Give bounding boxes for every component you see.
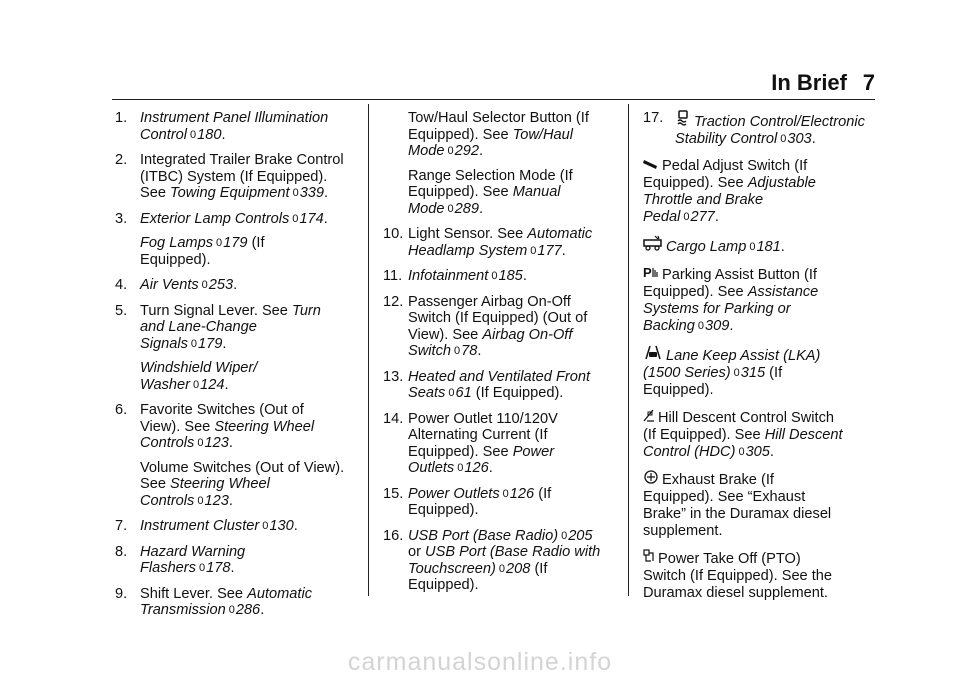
list-item: 17. Traction Control/Electronic Stability Control 0303. Pedal Adjust Switch (If Equipped). See Adjustable Throttle and Brake Pedal 0277. Cargo Lamp 0181. P Parking Assist Button (If Equipped). See Assistance Systems for Parking or Backing 0309. Lane Keep Assist (LKA) (1500 Series) 0315 (If Equipped). Hill Descent Control Switch (If Equipped). See Hill Descent Control (HDC) 0305. Exhaust Brake (If Equipped). See “Exhaust Brake” in the Duramax diesel supplement. Power Take Off (PTO) Switch (If Equipped). See the Duramax diesel supplement. (643, 110, 888, 602)
link-text[interactable]: Hill Descent (764, 427, 843, 443)
page-ref-arrow-icon: 0 (738, 446, 745, 458)
section-title: In Brief (771, 70, 847, 95)
page-ref[interactable]: 315 (740, 365, 766, 381)
lane-keep-assist-icon (643, 344, 663, 364)
list-item: 5. Turn Signal Lever. See Turn and Lane-Change Signals 0179. Windshield Wiper/ Washer 0124. (115, 302, 321, 393)
item-text: Equipped). See (643, 175, 744, 191)
item-text: See (140, 476, 166, 492)
page-ref[interactable]: 208 (506, 560, 531, 577)
parking-assist-icon (643, 265, 659, 283)
link-text[interactable]: Turn (291, 302, 321, 319)
page-ref[interactable]: 292 (454, 143, 479, 159)
item-text: Power Outlet 110/120V (408, 410, 558, 427)
link-text[interactable]: Headlamp System (408, 242, 528, 259)
link-text[interactable]: Traction Control/Electronic (694, 114, 865, 130)
page-ref-arrow-icon: 0 (197, 437, 204, 449)
item-text: Alternating Current (If (408, 427, 548, 443)
link-text[interactable]: Mode (408, 143, 445, 159)
page-ref-arrow-icon: 0 (683, 211, 690, 223)
page-ref-arrow-icon: 0 (190, 337, 197, 350)
feature-item: Cargo Lamp 0181. (643, 235, 888, 256)
page-ref[interactable]: 178 (206, 560, 231, 576)
page-ref-arrow-icon: 0 (292, 212, 299, 225)
page-ref-arrow-icon: 0 (292, 187, 299, 199)
item-number: 10. (383, 226, 404, 242)
power-take-off-icon (643, 549, 655, 567)
link-text[interactable]: Controls (140, 492, 195, 509)
page-ref[interactable]: 177 (537, 242, 562, 259)
list-item: 4. Air Vents 0253. (115, 277, 238, 293)
item-number: 13. (383, 368, 404, 385)
link-text[interactable]: Fog Lamps (140, 235, 214, 251)
cargo-lamp-icon (643, 235, 663, 255)
item-number: 3. (115, 210, 128, 227)
page-ref-arrow-icon: 0 (197, 494, 204, 507)
header-rule (112, 99, 875, 100)
item-text: (If (534, 560, 548, 577)
list-item: 8. Hazard Warning Flashers 0178. (115, 543, 246, 576)
link-text[interactable]: Control (HDC) (643, 444, 736, 460)
page-ref[interactable]: 124 (200, 376, 225, 393)
link-text[interactable]: and Lane-Change (140, 319, 257, 335)
link-text[interactable]: USB Port (Base Radio with (425, 544, 601, 560)
item-text: Range Selection Mode (If (408, 167, 573, 184)
page-ref-arrow-icon: 0 (502, 487, 509, 500)
traction-control-icon (675, 110, 691, 130)
page-ref[interactable]: 289 (454, 200, 479, 217)
list-item: 6. Favorite Switches (Out of View). See Steering Wheel Controls 0123. Volume Switches (Out of View). See Steering Wheel Controls 0123. (115, 402, 365, 509)
feature-item (643, 344, 888, 399)
item-text: (If (769, 365, 783, 381)
item-number: 2. (115, 152, 128, 168)
item-number: 1. (115, 110, 128, 126)
item-text: Equipped). (408, 502, 479, 518)
page-ref-arrow-icon: 0 (447, 202, 454, 215)
column-1 (115, 110, 365, 628)
exhaust-brake-icon (643, 470, 659, 488)
link-text[interactable]: Automatic (527, 226, 593, 242)
page-ref[interactable]: 179 (223, 235, 248, 251)
hill-descent-icon (643, 408, 655, 426)
item-text: Equipped). See (408, 126, 509, 143)
page-ref[interactable]: 78 (461, 343, 478, 359)
item-text: Integrated Trailer Brake Control (140, 152, 344, 168)
item-number: 4. (115, 277, 128, 293)
page-header (0, 0, 960, 100)
page-ref-arrow-icon: 0 (453, 345, 461, 357)
link-text[interactable]: Switch (408, 343, 451, 359)
page-ref-arrow-icon: 0 (491, 270, 498, 282)
link-text[interactable]: Seats (408, 385, 446, 401)
item-text: Favorite Switches (Out of (140, 402, 304, 418)
item-text: (If Equipped). See (643, 427, 761, 443)
page-ref[interactable]: 123 (204, 435, 229, 451)
page-ref[interactable]: 180 (197, 126, 222, 143)
column-3 (643, 110, 888, 611)
page-ref[interactable]: 181 (756, 239, 781, 255)
item-number: 7. (115, 518, 128, 534)
link-text[interactable]: Mode (408, 200, 445, 217)
page-ref[interactable]: 205 (568, 527, 593, 544)
page-ref[interactable]: 123 (204, 492, 229, 509)
item-text: View). See (408, 326, 479, 343)
link-text[interactable]: Tow/Haul (512, 126, 573, 143)
pedal-adjust-icon (643, 157, 659, 174)
link-text[interactable]: (1500 Series) (643, 365, 731, 381)
link-text[interactable]: Towing Equipment (170, 185, 290, 201)
item-text: Brake” in the Duramax diesel (643, 506, 832, 522)
list-item: 3. Exterior Lamp Controls 0174. Fog Lamps 0179 (If Equipped). (115, 211, 365, 269)
page-ref-arrow-icon: 0 (447, 145, 454, 157)
item-text: Equipped). See (408, 443, 509, 460)
item-number: 14. (383, 410, 404, 427)
page-ref[interactable]: 179 (198, 335, 223, 352)
item-text: Equipped). See (408, 184, 509, 200)
item-text: View). See (140, 418, 211, 435)
page-ref-arrow-icon: 0 (228, 604, 235, 616)
item-text: Switch (If Equipped). See the (643, 568, 833, 584)
link-text[interactable]: Instrument Panel Illumination (140, 110, 329, 126)
page-ref[interactable]: 339 (299, 185, 325, 201)
link-text[interactable]: Stability Control (675, 131, 778, 147)
page-ref[interactable]: 61 (455, 385, 472, 401)
item-text: Shift Lever. See (140, 585, 244, 602)
page-ref[interactable]: 253 (208, 277, 234, 293)
feature-item (643, 470, 888, 540)
link-text[interactable]: Signals (140, 335, 188, 352)
page-ref-arrow-icon: 0 (457, 462, 464, 474)
item-number: 12. (383, 293, 404, 310)
link-text[interactable]: Flashers (140, 560, 196, 576)
page-ref-arrow-icon: 0 (193, 378, 200, 391)
page-ref-arrow-icon: 0 (498, 562, 506, 575)
link-text[interactable]: Power (512, 443, 555, 460)
page-ref-arrow-icon: 0 (198, 562, 206, 574)
list-item (383, 486, 615, 519)
list-item-continued: Tow/Haul Selector Button (If Equipped). See Tow/Haul Mode 0292. Range Selection Mode (If Equipped). See Manual Mode 0289. (383, 110, 615, 217)
link-text[interactable]: Automatic (247, 585, 312, 602)
page-ref[interactable]: 185 (498, 268, 523, 284)
item-text: (If (538, 485, 552, 502)
item-text: or (408, 544, 421, 560)
link-text[interactable]: Lane Keep Assist (LKA) (666, 348, 821, 364)
column-divider (368, 104, 369, 596)
list-item: 7. Instrument Cluster 0130. (115, 518, 298, 534)
column-2 (383, 110, 615, 603)
link-text[interactable]: Touchscreen) (408, 560, 496, 577)
page-ref-arrow-icon: 0 (448, 387, 455, 399)
link-text[interactable]: Instrument Cluster (140, 518, 260, 534)
page-ref-arrow-icon: 0 (749, 241, 756, 253)
page-ref-arrow-icon: 0 (201, 279, 208, 291)
list-item: 9. Shift Lever. See Automatic Transmission 0286. (115, 585, 312, 618)
item-number: 15. (383, 485, 404, 502)
item-text: Equipped). See (643, 284, 744, 300)
item-text: Light Sensor. See (408, 226, 524, 242)
link-text[interactable]: Windshield Wiper/ (140, 360, 258, 376)
list-item (383, 528, 615, 594)
link-text[interactable]: Outlets (408, 460, 455, 476)
item-text: (If (251, 235, 265, 251)
link-text[interactable]: Control (140, 126, 188, 143)
item-text: Equipped). (643, 382, 714, 398)
link-text[interactable]: Manual (512, 184, 561, 200)
item-number: 8. (115, 543, 128, 560)
item-text: Switch (If Equipped) (Out of (408, 310, 588, 326)
list-item: 2. Integrated Trailer Brake Control (ITBC) System (If Equipped). See Towing Equipment 0339. (115, 152, 365, 202)
page-ref[interactable]: 126 (509, 485, 535, 502)
feature-item: Pedal Adjust Switch (If Equipped). See Adjustable Throttle and Brake Pedal 0277. (643, 158, 816, 225)
page-ref[interactable]: 305 (745, 444, 770, 460)
feature-item (643, 549, 888, 602)
item-text: Pedal Adjust Switch (If (662, 158, 808, 174)
item-text: Volume Switches (Out of View). (140, 459, 345, 476)
item-text: Passenger Airbag On-Off (408, 293, 571, 310)
link-text[interactable]: Adjustable (747, 175, 816, 191)
link-text[interactable]: Exterior Lamp Controls (140, 210, 290, 227)
link-text[interactable]: Heated and Ventilated Front (408, 368, 591, 385)
list-item (383, 369, 615, 402)
page-ref-arrow-icon: 0 (530, 244, 537, 257)
link-text[interactable]: Cargo Lamp (666, 239, 747, 255)
link-text[interactable]: Washer (140, 376, 191, 393)
page-ref[interactable]: 126 (464, 460, 489, 476)
page-ref[interactable]: 303 (787, 131, 812, 147)
list-item: 11. Infotainment 0185. (383, 268, 527, 284)
item-number: 6. (115, 402, 128, 418)
link-text[interactable]: Airbag On-Off (482, 326, 573, 343)
feature-item: P Parking Assist Button (If Equipped). See Assistance Systems for Parking or Backing 0309. (643, 265, 819, 334)
svg-text:P: P (643, 265, 652, 279)
item-text: Parking Assist Button (If (662, 267, 817, 283)
page-ref-arrow-icon: 0 (262, 520, 269, 532)
item-text: Duramax diesel supplement. (643, 585, 828, 601)
page-ref[interactable]: 277 (690, 209, 715, 225)
link-text[interactable]: Backing (643, 318, 695, 334)
item-text: Power Take Off (PTO) (658, 551, 801, 567)
page-number: 7 (862, 70, 875, 95)
link-text[interactable]: Assistance (747, 284, 819, 300)
page-ref-arrow-icon: 0 (216, 237, 223, 249)
list-item: 14. Power Outlet 110/120V Alternating Current (If Equipped). See Power Outlets 0126. (383, 411, 615, 477)
link-text[interactable]: USB Port (Base Radio) (408, 527, 559, 544)
item-text: (If Equipped). (475, 385, 564, 401)
link-text[interactable]: Hazard Warning (140, 543, 246, 560)
watermark: carmanualsonline.info (347, 648, 613, 676)
page-ref-arrow-icon: 0 (190, 128, 197, 141)
item-text: Equipped). (408, 577, 479, 593)
page-ref[interactable]: 309 (705, 318, 730, 334)
link-text[interactable]: Throttle and Brake (643, 192, 764, 208)
item-text: See (140, 185, 166, 201)
link-text[interactable]: Controls (140, 435, 195, 451)
list-item: 10. Light Sensor. See Automatic Headlamp System 0177. (383, 226, 593, 259)
link-text[interactable]: Transmission (140, 602, 226, 618)
page-ref-arrow-icon: 0 (697, 320, 705, 332)
item-text: (ITBC) System (If Equipped). (140, 168, 328, 185)
page-ref-arrow-icon: 0 (733, 367, 740, 379)
link-text[interactable]: Infotainment (408, 268, 489, 284)
link-text[interactable]: Pedal (643, 209, 681, 225)
page-ref-arrow-icon: 0 (561, 529, 568, 542)
list-item: 1. Instrument Panel Illumination Control 0180. (115, 110, 329, 143)
column-divider (628, 104, 629, 596)
item-text: Exhaust Brake (If (662, 472, 774, 488)
item-text: Equipped). See “Exhaust (643, 489, 806, 505)
link-text[interactable]: Air Vents (140, 277, 199, 293)
item-number: 9. (115, 585, 128, 602)
item-text: Equipped). (140, 251, 211, 268)
list-item: 12. Passenger Airbag On-Off Switch (If Equipped) (Out of View). See Airbag On-Off Switch 078. (383, 294, 615, 360)
item-number: 16. (383, 527, 404, 544)
item-text: supplement. (643, 523, 723, 539)
feature-item: Hill Descent Control Switch (If Equipped). See Hill Descent Control (HDC) 0305. (643, 410, 843, 460)
page-ref[interactable]: 174 (299, 210, 324, 227)
link-text[interactable]: Systems for Parking or (643, 301, 791, 317)
link-text[interactable]: Steering Wheel (170, 476, 270, 492)
page-ref[interactable]: 130 (269, 518, 294, 534)
item-text: Turn Signal Lever. See (140, 302, 288, 319)
page-ref[interactable]: 286 (235, 602, 261, 618)
page-ref-arrow-icon: 0 (780, 133, 787, 145)
item-number: 17. (643, 110, 664, 126)
item-text: Tow/Haul Selector Button (If (408, 110, 589, 126)
item-text: Hill Descent Control Switch (658, 410, 834, 426)
link-text[interactable]: Steering Wheel (214, 418, 315, 435)
item-number: 5. (115, 302, 128, 319)
item-number: 11. (383, 268, 403, 284)
link-text[interactable]: Power Outlets (408, 485, 500, 502)
